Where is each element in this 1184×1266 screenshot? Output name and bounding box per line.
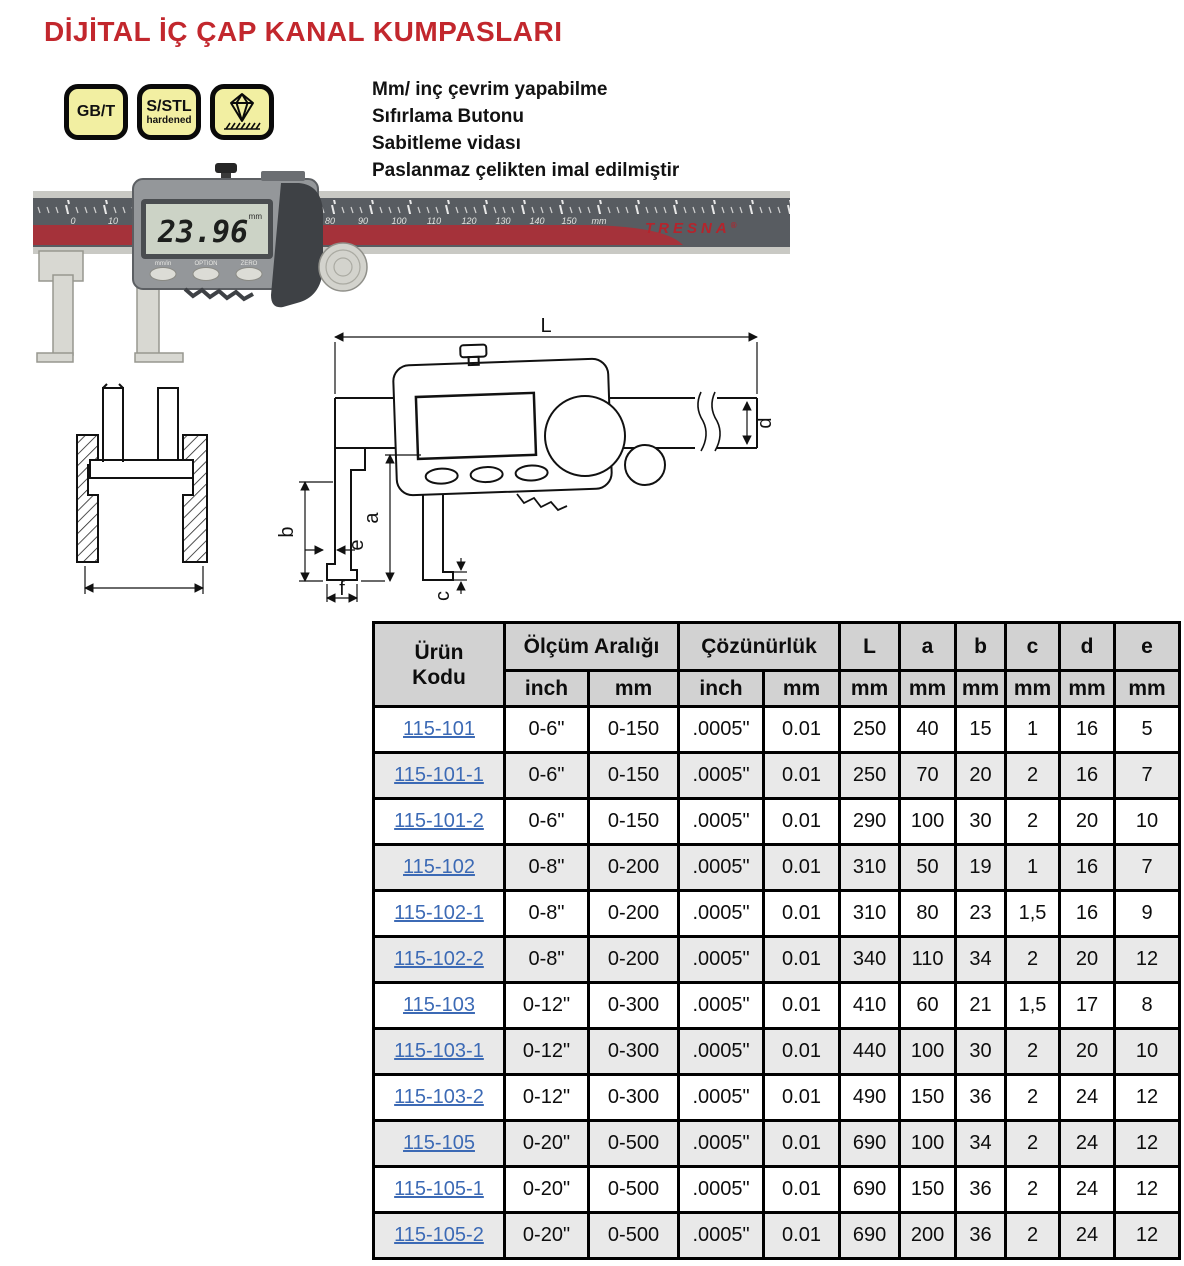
dim-a-cell: 80 <box>900 891 956 937</box>
product-code-link[interactable]: 115-105-2 <box>394 1224 484 1246</box>
resolution-mm-cell: 0.01 <box>764 845 840 891</box>
dim-label-d: d <box>754 417 776 429</box>
feature-item: Mm/ inç çevrim yapabilme <box>372 79 608 100</box>
dim-L-cell: 440 <box>840 1029 900 1075</box>
dim-L-cell: 340 <box>840 937 900 983</box>
dim-b-cell: 20 <box>956 753 1006 799</box>
dim-L-cell: 690 <box>840 1121 900 1167</box>
product-code-link[interactable]: 115-102 <box>403 856 475 878</box>
dim-d-cell: 20 <box>1060 937 1115 983</box>
svg-text:10: 10 <box>107 216 119 226</box>
range-mm-cell: 0-500 <box>589 1167 679 1213</box>
svg-text:140: 140 <box>529 216 545 226</box>
badge-gbt-label: GB/T <box>76 103 116 120</box>
dim-c-cell: 2 <box>1006 1029 1060 1075</box>
dim-c-cell: 2 <box>1006 799 1060 845</box>
svg-text:mm/in: mm/in <box>154 261 172 267</box>
table-row <box>374 1075 1180 1121</box>
badge-sstl-label: S/STL <box>146 97 192 115</box>
product-code-link[interactable]: 115-101-1 <box>394 764 484 786</box>
range-inch-cell: 0-6" <box>505 753 589 799</box>
dim-c-cell: 2 <box>1006 753 1060 799</box>
dim-b-cell: 21 <box>956 983 1006 1029</box>
dim-b-cell: 19 <box>956 845 1006 891</box>
dim-label-e: e <box>346 539 368 551</box>
resolution-mm-cell: 0.01 <box>764 1029 840 1075</box>
dim-c-cell: 1,5 <box>1006 983 1060 1029</box>
dim-L-cell: 410 <box>840 983 900 1029</box>
product-code-cell <box>374 891 505 937</box>
dim-L-cell: 250 <box>840 753 900 799</box>
dim-c-cell: 2 <box>1006 937 1060 983</box>
dim-label-f: f <box>339 578 345 600</box>
dim-e-cell: 10 <box>1115 1029 1180 1075</box>
dim-d-cell: 20 <box>1060 1029 1115 1075</box>
button-labels <box>155 261 258 267</box>
range-inch-cell: 0-8" <box>505 937 589 983</box>
dim-label-a: a <box>361 512 383 524</box>
dim-label-L: L <box>540 318 552 337</box>
range-mm-cell: 0-200 <box>589 845 679 891</box>
brand-logo: TRESNA® <box>645 220 741 237</box>
dim-e-cell: 12 <box>1115 1075 1180 1121</box>
dim-e-cell: 8 <box>1115 983 1180 1029</box>
range-inch-cell: 0-8" <box>505 845 589 891</box>
range-inch-cell: 0-20" <box>505 1121 589 1167</box>
svg-text:80: 80 <box>324 216 336 226</box>
lcd-unit: mm <box>248 212 262 221</box>
dim-e-cell: 7 <box>1115 845 1180 891</box>
table-row <box>374 799 1180 845</box>
product-code-cell <box>374 937 505 983</box>
dim-d-cell: 16 <box>1060 707 1115 753</box>
resolution-inch-cell: .0005" <box>679 799 764 845</box>
table-row <box>374 1213 1180 1259</box>
dim-a-cell: 60 <box>900 983 956 1029</box>
dim-a-cell: 40 <box>900 707 956 753</box>
product-code-link[interactable]: 115-101 <box>403 718 475 740</box>
dim-d-cell: 20 <box>1060 799 1115 845</box>
table-row <box>374 753 1180 799</box>
svg-text:110: 110 <box>426 216 442 226</box>
range-mm-cell: 0-150 <box>589 799 679 845</box>
dim-L-cell: 690 <box>840 1167 900 1213</box>
dim-d-cell: 24 <box>1060 1167 1115 1213</box>
dim-a-cell: 110 <box>900 937 956 983</box>
product-code-link[interactable]: 115-103-1 <box>394 1040 484 1062</box>
dim-e-cell: 12 <box>1115 937 1180 983</box>
dim-c-cell: 2 <box>1006 1167 1060 1213</box>
dim-L-cell: 310 <box>840 891 900 937</box>
resolution-inch-cell: .0005" <box>679 937 764 983</box>
range-mm-cell: 0-300 <box>589 1075 679 1121</box>
resolution-inch-cell: .0005" <box>679 1075 764 1121</box>
svg-text:150: 150 <box>561 216 577 226</box>
svg-text:OPTION: OPTION <box>194 261 218 267</box>
resolution-inch-cell: .0005" <box>679 845 764 891</box>
page-title: DİJİTAL İÇ ÇAP KANAL KUMPASLARI <box>44 16 563 47</box>
resolution-inch-cell: .0005" <box>679 1121 764 1167</box>
dim-d-cell: 16 <box>1060 845 1115 891</box>
range-mm-cell: 0-300 <box>589 1029 679 1075</box>
dim-b-cell: 34 <box>956 1121 1006 1167</box>
dim-a-cell: 100 <box>900 1121 956 1167</box>
resolution-mm-cell: 0.01 <box>764 1213 840 1259</box>
dim-b-cell: 36 <box>956 1213 1006 1259</box>
product-code-link[interactable]: 115-101-2 <box>394 810 484 832</box>
dim-d-cell: 24 <box>1060 1213 1115 1259</box>
dim-c-cell: 2 <box>1006 1121 1060 1167</box>
col-header-d: d <box>1060 623 1115 671</box>
product-code-cell <box>374 1167 505 1213</box>
table-row <box>374 1029 1180 1075</box>
resolution-inch-cell: .0005" <box>679 1213 764 1259</box>
dim-label-b: b <box>276 526 298 538</box>
range-mm-cell: 0-200 <box>589 937 679 983</box>
svg-text:ZERO: ZERO <box>240 261 258 267</box>
product-code-cell <box>374 707 505 753</box>
range-mm-cell: 0-300 <box>589 983 679 1029</box>
spec-table <box>372 621 1181 1260</box>
product-code-cell <box>374 1029 505 1075</box>
col-header-product-code: Ürün Kodu <box>374 623 505 707</box>
table-row <box>374 937 1180 983</box>
function-buttons[interactable] <box>150 268 262 281</box>
range-inch-cell: 0-12" <box>505 983 589 1029</box>
thumb-roller[interactable] <box>319 243 367 291</box>
col-header-c: c <box>1006 623 1060 671</box>
range-mm-cell: 0-150 <box>589 753 679 799</box>
dim-e-cell: 10 <box>1115 799 1180 845</box>
resolution-mm-cell: 0.01 <box>764 799 840 845</box>
range-inch-cell: 0-20" <box>505 1167 589 1213</box>
product-code-link[interactable]: 115-105-1 <box>394 1178 484 1200</box>
digital-display-unit <box>133 163 323 307</box>
product-code-cell <box>374 753 505 799</box>
badge-carbide <box>210 84 274 140</box>
dim-a-cell: 50 <box>900 845 956 891</box>
dim-L-cell: 490 <box>840 1075 900 1121</box>
dim-c-cell: 2 <box>1006 1075 1060 1121</box>
unit-header: mm <box>764 671 840 707</box>
dim-a-cell: 70 <box>900 753 956 799</box>
product-code-cell <box>374 799 505 845</box>
col-header-b: b <box>956 623 1006 671</box>
table-row <box>374 1167 1180 1213</box>
resolution-mm-cell: 0.01 <box>764 891 840 937</box>
resolution-mm-cell: 0.01 <box>764 1075 840 1121</box>
badge-row <box>64 84 274 140</box>
unit-header: mm <box>900 671 956 707</box>
col-header-a: a <box>900 623 956 671</box>
dim-L-cell: 250 <box>840 707 900 753</box>
feature-item: Sabitleme vidası <box>372 133 521 154</box>
dim-e-cell: 12 <box>1115 1121 1180 1167</box>
range-mm-cell: 0-500 <box>589 1121 679 1167</box>
unit-header: mm <box>589 671 679 707</box>
unit-header: mm <box>840 671 900 707</box>
range-mm-cell: 0-200 <box>589 891 679 937</box>
lcd-value: 23.96 <box>157 215 249 250</box>
svg-text:130: 130 <box>495 216 511 226</box>
dim-c-cell: 1 <box>1006 845 1060 891</box>
dim-b-cell: 23 <box>956 891 1006 937</box>
table-row <box>374 983 1180 1029</box>
dim-b-cell: 15 <box>956 707 1006 753</box>
product-code-cell <box>374 845 505 891</box>
dim-a-cell: 200 <box>900 1213 956 1259</box>
product-code-cell <box>374 983 505 1029</box>
diamond-icon <box>220 91 264 133</box>
range-inch-cell: 0-20" <box>505 1213 589 1259</box>
dim-b-cell: 30 <box>956 799 1006 845</box>
dim-e-cell: 7 <box>1115 753 1180 799</box>
dim-d-cell: 24 <box>1060 1075 1115 1121</box>
product-code-link[interactable]: 115-102-2 <box>394 948 484 970</box>
dim-label-c: c <box>432 591 454 601</box>
feature-item: Sıfırlama Butonu <box>372 106 525 127</box>
product-code-link[interactable]: 115-103 <box>403 994 475 1016</box>
col-header-L: L <box>840 623 900 671</box>
col-header-e: e <box>1115 623 1180 671</box>
dim-d-cell: 24 <box>1060 1121 1115 1167</box>
dim-c-cell: 1,5 <box>1006 891 1060 937</box>
dim-a-cell: 150 <box>900 1075 956 1121</box>
svg-text:mm: mm <box>591 216 607 226</box>
dim-L-cell: 690 <box>840 1213 900 1259</box>
range-inch-cell: 0-8" <box>505 891 589 937</box>
dim-d-cell: 16 <box>1060 891 1115 937</box>
dim-L-cell: 310 <box>840 845 900 891</box>
dim-e-cell: 12 <box>1115 1213 1180 1259</box>
table-row <box>374 707 1180 753</box>
dim-d-cell: 16 <box>1060 753 1115 799</box>
unit-header: inch <box>505 671 589 707</box>
range-inch-cell: 0-6" <box>505 799 589 845</box>
unit-header: mm <box>1006 671 1060 707</box>
table-row <box>374 1121 1180 1167</box>
dim-b-cell: 36 <box>956 1167 1006 1213</box>
resolution-mm-cell: 0.01 <box>764 983 840 1029</box>
resolution-mm-cell: 0.01 <box>764 707 840 753</box>
resolution-inch-cell: .0005" <box>679 1167 764 1213</box>
unit-header: inch <box>679 671 764 707</box>
technical-drawing <box>55 318 815 620</box>
dim-e-cell: 5 <box>1115 707 1180 753</box>
product-code-cell <box>374 1213 505 1259</box>
resolution-inch-cell: .0005" <box>679 1029 764 1075</box>
dim-a-cell: 100 <box>900 799 956 845</box>
resolution-mm-cell: 0.01 <box>764 1167 840 1213</box>
dim-c-cell: 1 <box>1006 707 1060 753</box>
product-code-link[interactable]: 115-102-1 <box>394 902 484 924</box>
badge-sstl <box>137 84 201 140</box>
resolution-inch-cell: .0005" <box>679 753 764 799</box>
badge-gbt <box>64 84 128 140</box>
dim-a-cell: 150 <box>900 1167 956 1213</box>
unit-header: mm <box>956 671 1006 707</box>
unit-header: mm <box>1060 671 1115 707</box>
resolution-mm-cell: 0.01 <box>764 1121 840 1167</box>
product-code-link[interactable]: 115-105 <box>403 1132 475 1154</box>
range-inch-cell: 0-12" <box>505 1029 589 1075</box>
badge-sstl-sublabel: hardened <box>146 114 192 126</box>
dim-b-cell: 34 <box>956 937 1006 983</box>
range-mm-cell: 0-500 <box>589 1213 679 1259</box>
resolution-inch-cell: .0005" <box>679 707 764 753</box>
dim-d-cell: 17 <box>1060 983 1115 1029</box>
svg-text:120: 120 <box>461 216 477 226</box>
col-header-resolution: Çözünürlük <box>679 623 840 671</box>
product-code-cell <box>374 1075 505 1121</box>
dim-b-cell: 30 <box>956 1029 1006 1075</box>
side-view-diagram <box>327 340 757 580</box>
resolution-mm-cell: 0.01 <box>764 937 840 983</box>
feature-item: Paslanmaz çelikten imal edilmiştir <box>372 160 680 181</box>
resolution-inch-cell: .0005" <box>679 983 764 1029</box>
resolution-inch-cell: .0005" <box>679 891 764 937</box>
range-inch-cell: 0-12" <box>505 1075 589 1121</box>
table-row <box>374 891 1180 937</box>
dim-L-cell: 290 <box>840 799 900 845</box>
dim-b-cell: 36 <box>956 1075 1006 1121</box>
col-header-measuring-range: Ölçüm Aralığı <box>505 623 679 671</box>
dim-e-cell: 12 <box>1115 1167 1180 1213</box>
product-code-cell <box>374 1121 505 1167</box>
svg-text:90: 90 <box>357 216 369 226</box>
svg-text:0: 0 <box>70 216 76 226</box>
svg-text:100: 100 <box>391 216 407 226</box>
product-code-link[interactable]: 115-103-2 <box>394 1086 484 1108</box>
cross-section-diagram <box>77 384 207 594</box>
unit-header: mm <box>1115 671 1180 707</box>
table-row <box>374 845 1180 891</box>
dim-a-cell: 100 <box>900 1029 956 1075</box>
range-mm-cell: 0-150 <box>589 707 679 753</box>
range-inch-cell: 0-6" <box>505 707 589 753</box>
dim-c-cell: 2 <box>1006 1213 1060 1259</box>
resolution-mm-cell: 0.01 <box>764 753 840 799</box>
dim-e-cell: 9 <box>1115 891 1180 937</box>
